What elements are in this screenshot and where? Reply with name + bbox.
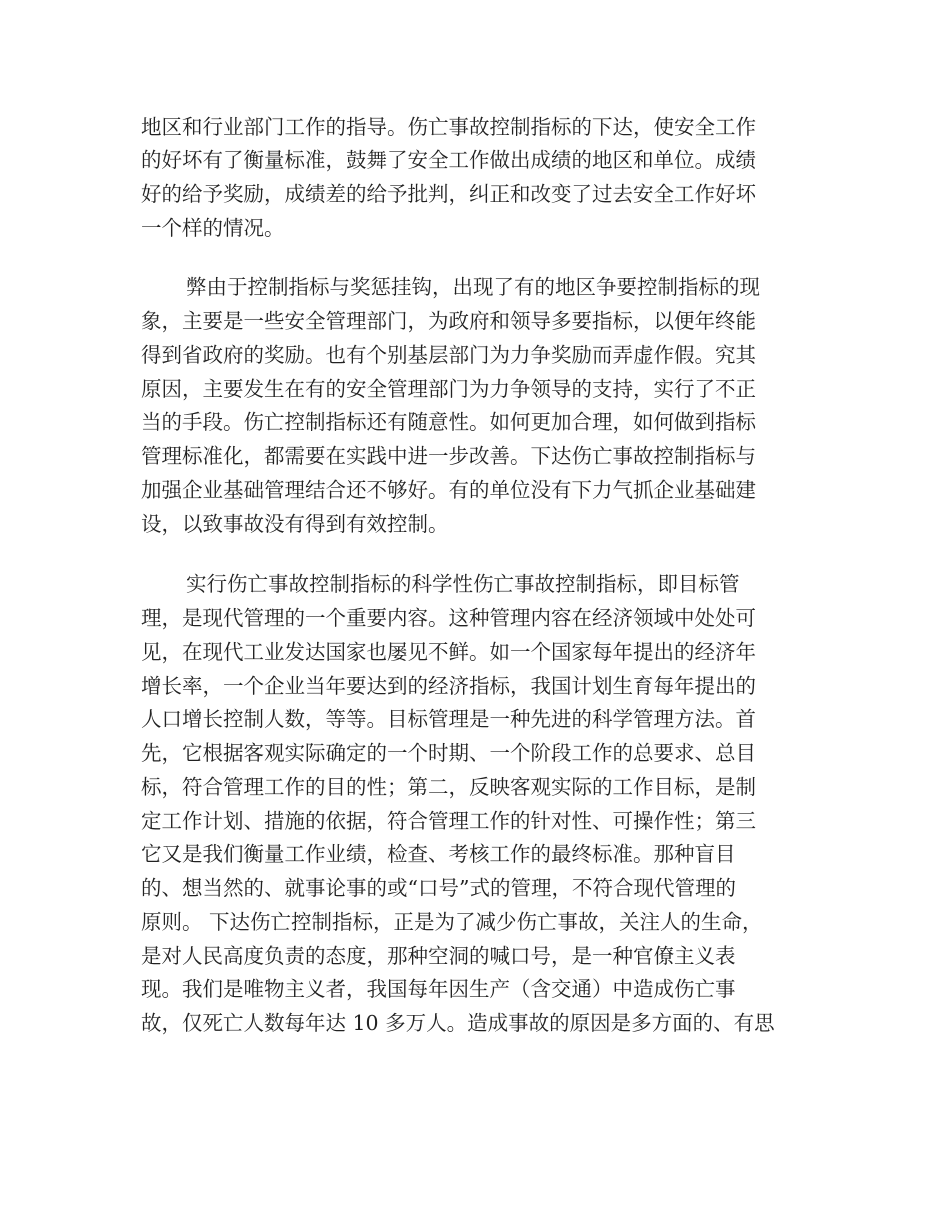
text-line: 现。我们是唯物主义者，我国每年因生产（含交通）中造成伤亡事 bbox=[141, 977, 736, 1001]
text-line: 管理标准化，都需要在实践中进一步改善。下达伤亡事故控制指标与 bbox=[141, 444, 756, 468]
text-line: 理，是现代管理的一个重要内容。这种管理内容在经济领域中处处可 bbox=[141, 606, 756, 630]
text-line: 一个样的情况。 bbox=[141, 216, 285, 240]
text-line: 的、想当然的、就事论事的或“口号”式的管理，不符合现代管理的 bbox=[141, 876, 736, 900]
text-line: 实行伤亡事故控制指标的科学性伤亡事故控制指标，即目标管 bbox=[186, 572, 740, 596]
text-line: 它又是我们衡量工作业绩，检查、考核工作的最终标准。那种盲目 bbox=[141, 842, 736, 866]
text-line: 加强企业基础管理结合还不够好。有的单位没有下力气抓企业基础建 bbox=[141, 478, 756, 502]
text-line: 人口增长控制人数，等等。目标管理是一种先进的科学管理方法。首 bbox=[141, 707, 756, 731]
text-line: 原因，主要发生在有的安全管理部门为力争领导的支持，实行了不正 bbox=[141, 377, 756, 401]
text-line: 定工作计划、措施的依据，符合管理工作的针对性、可操作性；第三 bbox=[141, 809, 756, 833]
text-line: 好的给予奖励，成绩差的给予批判，纠正和改变了过去安全工作好坏 bbox=[141, 182, 756, 206]
text-line: 见，在现代工业发达国家也屡见不鲜。如一个国家每年提出的经济年 bbox=[141, 640, 756, 664]
text-line: 先，它根据客观实际确定的一个时期、一个阶段工作的总要求、总目 bbox=[141, 741, 756, 765]
text-line: 故，仅死亡人数每年达 10 多万人。造成事故的原因是多方面的、有思 bbox=[141, 1011, 775, 1035]
text-line: 增长率，一个企业当年要达到的经济指标，我国计划生育每年提出的 bbox=[141, 674, 756, 698]
text-line: 当的手段。伤亡控制指标还有随意性。如何更加合理，如何做到指标 bbox=[141, 410, 756, 434]
text-line: 标，符合管理工作的目的性；第二，反映客观实际的工作目标，是制 bbox=[141, 775, 756, 799]
text-line: 原则。 下达伤亡控制指标，正是为了减少伤亡事故，关注人的生命， bbox=[141, 910, 763, 934]
text-line: 地区和行业部门工作的指导。伤亡事故控制指标的下达，使安全工作 bbox=[141, 115, 756, 139]
text-line: 设，以致事故没有得到有效控制。 bbox=[141, 512, 449, 536]
text-line: 的好坏有了衡量标准，鼓舞了安全工作做出成绩的地区和单位。成绩 bbox=[141, 148, 756, 172]
text-line: 象，主要是一些安全管理部门，为政府和领导多要指标，以便年终能 bbox=[141, 309, 756, 333]
text-line: 弊由于控制指标与奖惩挂钩，出现了有的地区争要控制指标的现 bbox=[186, 275, 760, 299]
text-line: 得到省政府的奖励。也有个别基层部门为力争奖励而弄虚作假。究其 bbox=[141, 343, 756, 367]
text-line: 是对人民高度负责的态度，那种空洞的喊口号，是一种官僚主义表 bbox=[141, 944, 736, 968]
